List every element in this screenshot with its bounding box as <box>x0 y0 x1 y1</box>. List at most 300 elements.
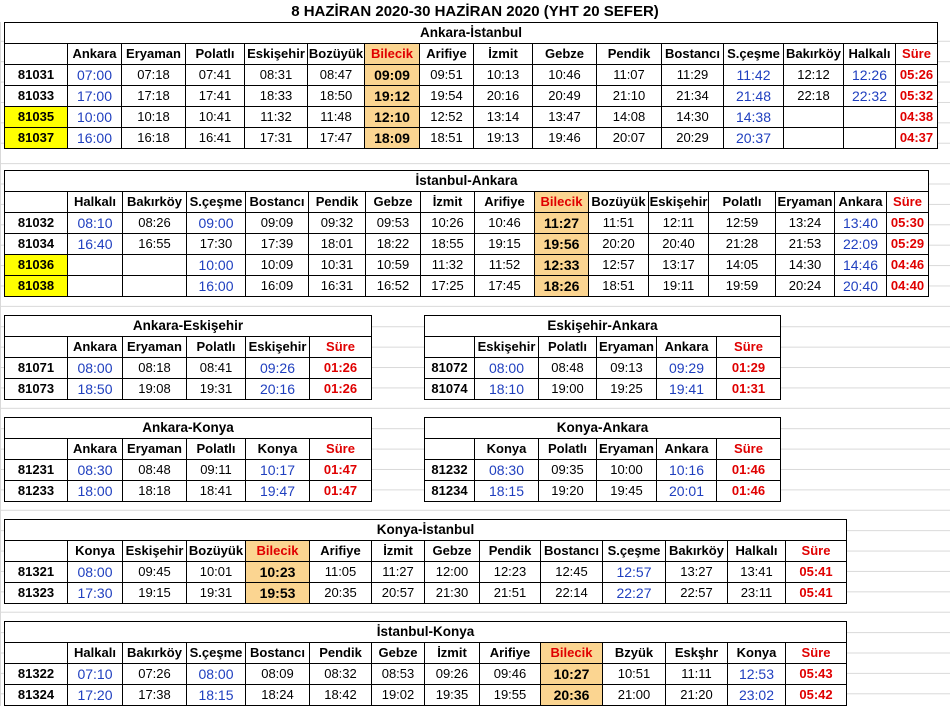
time-cell: 10:09 <box>246 255 309 276</box>
time-cell: 09:00 <box>187 213 246 234</box>
train-number: 81231 <box>5 460 68 481</box>
header-cell: Bilecik <box>246 541 310 562</box>
table-row <box>425 481 781 502</box>
time-cell: 11:27 <box>372 562 425 583</box>
header-cell: Konya <box>68 541 123 562</box>
time-cell: 08:09 <box>246 664 310 685</box>
header-cell: Polatlı <box>186 44 245 65</box>
time-cell: 16:40 <box>68 234 123 255</box>
time-cell: 07:41 <box>186 65 245 86</box>
train-number: 81234 <box>425 481 475 502</box>
time-cell: 10:41 <box>186 107 245 128</box>
table-row <box>5 234 929 255</box>
time-cell: 09:32 <box>309 213 366 234</box>
header-row <box>5 541 847 562</box>
time-cell: 12:53 <box>728 664 786 685</box>
header-cell: Süre <box>717 337 781 358</box>
time-cell: 07:26 <box>123 664 187 685</box>
duration-cell: 05:41 <box>786 583 847 604</box>
header-row <box>425 439 781 460</box>
train-number: 81071 <box>5 358 68 379</box>
time-cell: 12:59 <box>709 213 776 234</box>
time-cell: 16:09 <box>246 276 309 297</box>
time-cell <box>123 276 187 297</box>
time-cell: 08:32 <box>310 664 372 685</box>
time-cell: 18:55 <box>421 234 475 255</box>
time-cell: 21:53 <box>776 234 835 255</box>
time-cell <box>844 128 896 149</box>
header-cell: Polatlı <box>539 337 597 358</box>
time-cell: 20:24 <box>776 276 835 297</box>
timetable-konya-istanbul <box>4 519 847 604</box>
train-number: 81323 <box>5 583 68 604</box>
table-title: Ankara-İstanbul <box>5 23 938 44</box>
time-cell: 18:51 <box>420 128 474 149</box>
time-cell: 23:02 <box>728 685 786 706</box>
train-number: 81232 <box>425 460 475 481</box>
time-cell: 20:01 <box>657 481 717 502</box>
header-cell: S.çeşme <box>724 44 784 65</box>
time-cell: 16:00 <box>187 276 246 297</box>
time-cell: 12:52 <box>420 107 474 128</box>
header-cell: Polatlı <box>539 439 597 460</box>
time-cell: 08:00 <box>187 664 246 685</box>
time-cell: 10:51 <box>603 664 666 685</box>
time-cell: 13:41 <box>728 562 786 583</box>
header-cell <box>5 44 68 65</box>
table-row <box>5 65 938 86</box>
page-title: 8 HAZİRAN 2020-30 HAZİRAN 2020 (YHT 20 SEFER) <box>0 0 950 22</box>
train-number: 81321 <box>5 562 68 583</box>
table-title: İstanbul-Ankara <box>5 171 929 192</box>
time-cell: 18:33 <box>245 86 308 107</box>
header-cell: Eryaman <box>123 439 187 460</box>
time-cell: 18:18 <box>123 481 187 502</box>
time-cell: 20:16 <box>474 86 533 107</box>
time-cell: 17:30 <box>187 234 246 255</box>
header-cell: Ankara <box>657 337 717 358</box>
time-cell: 14:30 <box>662 107 724 128</box>
time-cell: 19:15 <box>475 234 535 255</box>
table-row <box>425 358 781 379</box>
time-cell: 20:49 <box>533 86 597 107</box>
time-cell: 19:56 <box>535 234 589 255</box>
time-cell: 10:13 <box>474 65 533 86</box>
time-cell: 21:28 <box>709 234 776 255</box>
header-cell: Arifiye <box>420 44 474 65</box>
duration-cell: 01:46 <box>717 460 781 481</box>
train-number: 81036 <box>5 255 68 276</box>
time-cell: 22:09 <box>835 234 887 255</box>
header-cell: Bostancı <box>246 643 310 664</box>
header-cell: Polatlı <box>709 192 776 213</box>
time-cell: 09:45 <box>123 562 187 583</box>
time-cell: 18:50 <box>68 379 123 400</box>
time-cell: 21:00 <box>603 685 666 706</box>
header-cell: Eryaman <box>776 192 835 213</box>
time-cell: 19:15 <box>123 583 187 604</box>
timetable-istanbul-ankara <box>4 170 929 297</box>
header-cell: Süre <box>786 643 847 664</box>
time-cell: 19:55 <box>480 685 541 706</box>
time-cell: 22:57 <box>666 583 728 604</box>
time-cell: 19:12 <box>365 86 420 107</box>
header-cell: Ankara <box>657 439 717 460</box>
header-cell: Bilecik <box>541 643 603 664</box>
header-cell: Eryaman <box>597 439 657 460</box>
duration-cell: 05:32 <box>896 86 938 107</box>
time-cell: 19:53 <box>246 583 310 604</box>
header-cell: Pendik <box>480 541 541 562</box>
time-cell: 18:01 <box>309 234 366 255</box>
table-title: Konya-Ankara <box>425 418 781 439</box>
time-cell: 21:34 <box>662 86 724 107</box>
time-cell: 09:09 <box>365 65 420 86</box>
time-cell: 17:25 <box>421 276 475 297</box>
header-cell: Polatlı <box>187 337 246 358</box>
timetable-ankara-konya <box>4 417 372 502</box>
time-cell: 12:10 <box>365 107 420 128</box>
train-number: 81074 <box>425 379 475 400</box>
time-cell: 20:07 <box>597 128 662 149</box>
header-cell: Eskişehir <box>123 541 187 562</box>
header-cell <box>425 439 475 460</box>
table-row <box>425 379 781 400</box>
time-cell: 19:46 <box>533 128 597 149</box>
time-cell: 14:05 <box>709 255 776 276</box>
time-cell: 12:45 <box>541 562 603 583</box>
time-cell: 10:26 <box>421 213 475 234</box>
time-cell: 19:11 <box>649 276 709 297</box>
time-cell: 20:29 <box>662 128 724 149</box>
header-cell: Bilecik <box>535 192 589 213</box>
time-cell: 12:11 <box>649 213 709 234</box>
time-cell: 20:16 <box>246 379 310 400</box>
train-number: 81324 <box>5 685 68 706</box>
header-cell: Bostancı <box>541 541 603 562</box>
header-cell: S.çeşme <box>603 541 666 562</box>
time-cell: 08:30 <box>475 460 539 481</box>
time-cell: 14:38 <box>724 107 784 128</box>
timetable-ankara-eskisehir <box>4 315 372 400</box>
header-cell: Bozüyük <box>187 541 246 562</box>
header-cell: İzmit <box>474 44 533 65</box>
time-cell: 22:32 <box>844 86 896 107</box>
table-row <box>5 562 847 583</box>
table-row <box>5 664 847 685</box>
header-cell: Polatlı <box>187 439 246 460</box>
time-cell: 13:14 <box>474 107 533 128</box>
time-cell: 09:46 <box>480 664 541 685</box>
time-cell: 19:31 <box>187 379 246 400</box>
table-title: Ankara-Eskişehir <box>5 316 372 337</box>
header-cell <box>5 439 68 460</box>
time-cell: 17:39 <box>246 234 309 255</box>
time-cell: 17:31 <box>245 128 308 149</box>
header-cell: Bozüyük <box>589 192 649 213</box>
header-cell: Arifiye <box>480 643 541 664</box>
time-cell: 18:15 <box>475 481 539 502</box>
train-number: 81035 <box>5 107 68 128</box>
table-row <box>5 128 938 149</box>
time-cell: 09:26 <box>246 358 310 379</box>
header-cell: Arifiye <box>475 192 535 213</box>
time-cell: 08:41 <box>187 358 246 379</box>
table-row <box>5 213 929 234</box>
header-cell: Süre <box>310 337 372 358</box>
header-cell: Halkalı <box>728 541 786 562</box>
header-cell: İzmit <box>372 541 425 562</box>
header-cell: Ankara <box>835 192 887 213</box>
timetable-ankara-istanbul <box>4 22 938 149</box>
time-cell: 12:33 <box>535 255 589 276</box>
table-row <box>5 481 372 502</box>
header-cell: Eryaman <box>123 337 187 358</box>
table-row <box>5 276 929 297</box>
duration-cell: 01:46 <box>717 481 781 502</box>
time-cell: 16:41 <box>186 128 245 149</box>
time-cell: 17:20 <box>68 685 123 706</box>
train-number: 81032 <box>5 213 68 234</box>
header-cell: Halkalı <box>844 44 896 65</box>
time-cell: 13:17 <box>649 255 709 276</box>
time-cell: 07:10 <box>68 664 123 685</box>
time-cell: 16:55 <box>123 234 187 255</box>
time-cell: 09:11 <box>187 460 246 481</box>
train-number: 81233 <box>5 481 68 502</box>
header-cell: Halkalı <box>68 192 123 213</box>
time-cell: 21:51 <box>480 583 541 604</box>
time-cell: 19:35 <box>425 685 480 706</box>
time-cell: 08:48 <box>123 460 187 481</box>
header-cell <box>5 541 68 562</box>
time-cell: 18:41 <box>187 481 246 502</box>
time-cell: 11:51 <box>589 213 649 234</box>
table-row <box>5 583 847 604</box>
time-cell: 11:29 <box>662 65 724 86</box>
time-cell: 09:26 <box>425 664 480 685</box>
time-cell: 08:00 <box>68 358 123 379</box>
table-row <box>5 358 372 379</box>
header-cell: Bakırköy <box>666 541 728 562</box>
time-cell: 20:40 <box>649 234 709 255</box>
header-cell: Eryaman <box>597 337 657 358</box>
time-cell: 21:48 <box>724 86 784 107</box>
header-cell: Bozüyük <box>308 44 365 65</box>
time-cell: 20:40 <box>835 276 887 297</box>
time-cell: 20:36 <box>541 685 603 706</box>
duration-cell: 01:29 <box>717 358 781 379</box>
time-cell: 19:41 <box>657 379 717 400</box>
time-cell: 21:10 <box>597 86 662 107</box>
time-cell: 19:54 <box>420 86 474 107</box>
time-cell: 18:51 <box>589 276 649 297</box>
time-cell: 19:25 <box>597 379 657 400</box>
table-row <box>5 460 372 481</box>
time-cell: 13:27 <box>666 562 728 583</box>
time-cell: 18:15 <box>187 685 246 706</box>
header-cell: Arifiye <box>310 541 372 562</box>
header-cell: Süre <box>310 439 372 460</box>
duration-cell: 05:43 <box>786 664 847 685</box>
table-title: Eskişehir-Ankara <box>425 316 781 337</box>
header-cell: Eskişehir <box>649 192 709 213</box>
header-cell: Ankara <box>68 44 122 65</box>
time-cell: 09:09 <box>246 213 309 234</box>
duration-cell: 04:37 <box>896 128 938 149</box>
time-cell: 08:00 <box>475 358 539 379</box>
time-cell: 09:53 <box>366 213 421 234</box>
time-cell: 08:26 <box>123 213 187 234</box>
time-cell: 18:26 <box>535 276 589 297</box>
duration-cell: 04:38 <box>896 107 938 128</box>
time-cell: 10:31 <box>309 255 366 276</box>
time-cell: 17:00 <box>68 86 122 107</box>
duration-cell: 05:42 <box>786 685 847 706</box>
header-cell: Konya <box>246 439 310 460</box>
duration-cell: 05:30 <box>887 213 929 234</box>
time-cell: 11:32 <box>245 107 308 128</box>
time-cell: 17:47 <box>308 128 365 149</box>
time-cell: 12:23 <box>480 562 541 583</box>
header-row <box>5 643 847 664</box>
time-cell: 11:42 <box>724 65 784 86</box>
header-cell: Ankara <box>68 337 123 358</box>
time-cell: 20:35 <box>310 583 372 604</box>
duration-cell: 05:41 <box>786 562 847 583</box>
time-cell <box>68 276 123 297</box>
duration-cell: 05:29 <box>887 234 929 255</box>
time-cell: 17:45 <box>475 276 535 297</box>
time-cell: 12:57 <box>589 255 649 276</box>
table-row <box>5 379 372 400</box>
time-cell: 11:32 <box>421 255 475 276</box>
time-cell: 16:52 <box>366 276 421 297</box>
time-cell: 08:48 <box>539 358 597 379</box>
header-cell <box>5 192 68 213</box>
time-cell: 10:17 <box>246 460 310 481</box>
header-cell: Gebze <box>425 541 480 562</box>
time-cell: 10:46 <box>533 65 597 86</box>
time-cell: 08:10 <box>68 213 123 234</box>
time-cell: 10:27 <box>541 664 603 685</box>
header-cell: Bakırköy <box>784 44 844 65</box>
duration-cell: 01:47 <box>310 481 372 502</box>
time-cell: 07:00 <box>68 65 122 86</box>
header-cell <box>5 337 68 358</box>
time-cell: 10:00 <box>187 255 246 276</box>
header-row <box>5 439 372 460</box>
header-row <box>5 192 929 213</box>
time-cell: 10:46 <box>475 213 535 234</box>
time-cell <box>844 107 896 128</box>
header-cell: Bakırköy <box>123 192 187 213</box>
time-cell: 19:20 <box>539 481 597 502</box>
time-cell: 22:18 <box>784 86 844 107</box>
header-cell: Gebze <box>372 643 425 664</box>
duration-cell: 04:46 <box>887 255 929 276</box>
header-cell: Bakırköy <box>123 643 187 664</box>
header-cell: Eskşhr <box>666 643 728 664</box>
table-row <box>5 685 847 706</box>
header-cell: Pendik <box>310 643 372 664</box>
time-cell <box>784 128 844 149</box>
time-cell: 19:31 <box>187 583 246 604</box>
header-cell: Süre <box>896 44 938 65</box>
time-cell: 20:37 <box>724 128 784 149</box>
header-cell: Bostancı <box>246 192 309 213</box>
time-cell: 13:40 <box>835 213 887 234</box>
time-cell: 16:18 <box>122 128 186 149</box>
header-cell: Bzyük <box>603 643 666 664</box>
header-cell: Eskişehir <box>245 44 308 65</box>
time-cell: 11:52 <box>475 255 535 276</box>
header-cell: Süre <box>717 439 781 460</box>
time-cell: 11:11 <box>666 664 728 685</box>
header-cell: Halkalı <box>68 643 123 664</box>
time-cell: 13:47 <box>533 107 597 128</box>
header-cell: Süre <box>786 541 847 562</box>
time-cell: 22:27 <box>603 583 666 604</box>
time-cell: 08:47 <box>308 65 365 86</box>
header-cell: S.çeşme <box>187 192 246 213</box>
duration-cell: 01:31 <box>717 379 781 400</box>
header-cell <box>425 337 475 358</box>
time-cell: 19:02 <box>372 685 425 706</box>
header-cell <box>5 643 68 664</box>
table-row <box>5 86 938 107</box>
table-row <box>5 107 938 128</box>
time-cell: 10:01 <box>187 562 246 583</box>
train-number: 81038 <box>5 276 68 297</box>
train-number: 81033 <box>5 86 68 107</box>
time-cell: 08:00 <box>68 562 123 583</box>
train-number: 81072 <box>425 358 475 379</box>
time-cell: 17:30 <box>68 583 123 604</box>
time-cell: 09:35 <box>539 460 597 481</box>
time-cell: 19:59 <box>709 276 776 297</box>
time-cell: 10:18 <box>122 107 186 128</box>
timetable-istanbul-konya <box>4 621 847 706</box>
time-cell: 19:13 <box>474 128 533 149</box>
time-cell: 08:30 <box>68 460 123 481</box>
time-cell: 16:00 <box>68 128 122 149</box>
table-title: İstanbul-Konya <box>5 622 847 643</box>
time-cell: 17:41 <box>186 86 245 107</box>
time-cell: 17:18 <box>122 86 186 107</box>
time-cell: 18:24 <box>246 685 310 706</box>
time-cell <box>68 255 123 276</box>
header-cell: Eskişehir <box>475 337 539 358</box>
time-cell: 08:18 <box>123 358 187 379</box>
time-cell: 18:50 <box>308 86 365 107</box>
time-cell: 08:53 <box>372 664 425 685</box>
header-cell: Bilecik <box>365 44 420 65</box>
time-cell: 09:13 <box>597 358 657 379</box>
table-title: Konya-İstanbul <box>5 520 847 541</box>
duration-cell: 01:26 <box>310 358 372 379</box>
time-cell: 09:51 <box>420 65 474 86</box>
time-cell: 20:57 <box>372 583 425 604</box>
time-cell: 20:20 <box>589 234 649 255</box>
time-cell: 19:45 <box>597 481 657 502</box>
time-cell <box>123 255 187 276</box>
time-cell: 12:00 <box>425 562 480 583</box>
table-title: Ankara-Konya <box>5 418 372 439</box>
time-cell: 10:59 <box>366 255 421 276</box>
time-cell: 11:07 <box>597 65 662 86</box>
time-cell: 11:05 <box>310 562 372 583</box>
